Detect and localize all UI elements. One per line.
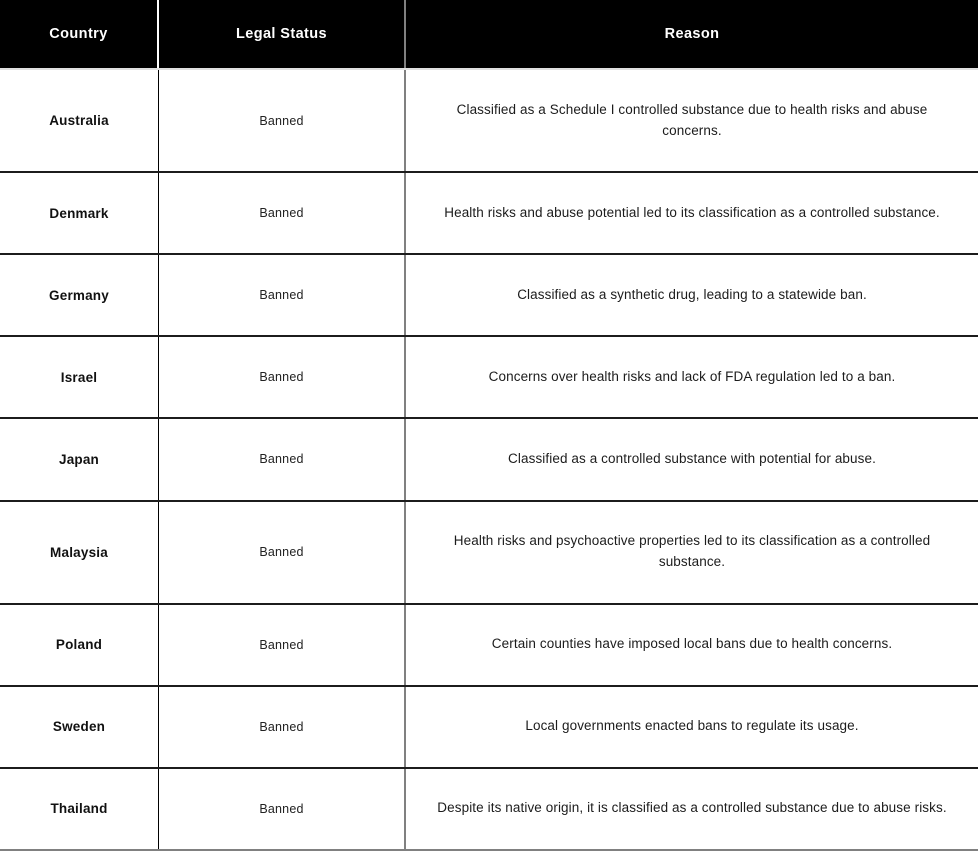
legal-status-cell: Banned [159,502,406,603]
reason-cell: Local governments enacted bans to regulate its usage. [525,718,859,734]
country-cell: Malaysia [0,502,159,603]
table-row [0,70,978,173]
table-row [0,605,978,687]
country-cell: Denmark [0,173,159,253]
table-header-row [0,0,978,70]
table-row [0,337,978,419]
column-header-country: Country [0,0,159,68]
table-row [0,687,978,769]
reason-cell: Classified as a Schedule I controlled substance due to health risks and abuse concerns. [456,101,928,138]
legal-status-cell: Banned [159,255,406,335]
legal-status-cell: Banned [159,419,406,499]
country-cell: Germany [0,255,159,335]
country-cell: Poland [0,605,159,685]
table-row [0,769,978,849]
country-cell: Israel [0,337,159,417]
country-cell: Thailand [0,769,159,849]
reason-cell: Health risks and psychoactive properties led to its classification as a controlled substance. [453,533,931,570]
country-cell: Australia [0,70,159,171]
legal-status-cell: Banned [159,605,406,685]
country-cell: Japan [0,419,159,499]
reason-cell: Classified as a controlled substance with potential for abuse. [508,451,876,467]
column-header-legal-status: Legal Status [159,0,406,68]
reason-cell: Despite its native origin, it is classified as a controlled substance due to abuse risks. [437,800,947,816]
reason-cell: Classified as a synthetic drug, leading to a statewide ban. [517,286,867,302]
reason-cell: Health risks and abuse potential led to its classification as a controlled substance. [444,204,940,220]
reason-cell: Certain counties have imposed local bans due to health concerns. [491,636,893,652]
country-cell: Sweden [0,687,159,767]
legal-status-cell: Banned [159,769,406,849]
column-header-reason: Reason [406,0,978,68]
reason-cell: Concerns over health risks and lack of FDA regulation led to a ban. [488,368,896,384]
table-row [0,173,978,255]
table-row [0,255,978,337]
legal-status-cell: Banned [159,173,406,253]
legal-status-cell: Banned [159,337,406,417]
table-row [0,502,978,605]
legal-status-cell: Banned [159,70,406,171]
table-row [0,419,978,501]
legal-status-cell: Banned [159,687,406,767]
